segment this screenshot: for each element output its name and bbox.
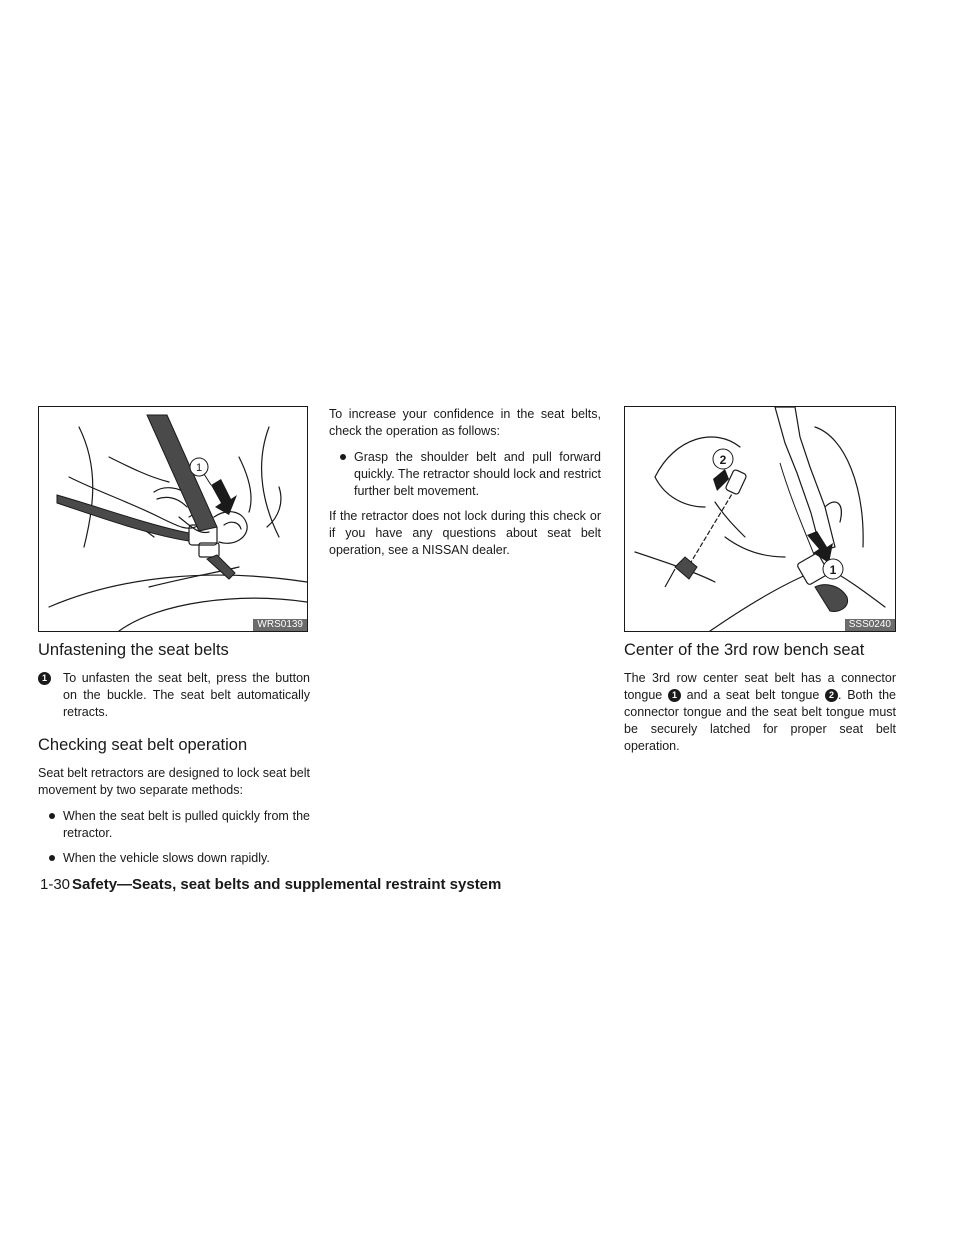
- unfastening-belt-illustration: [39, 407, 307, 631]
- text-part-2: and a seat belt tongue: [686, 688, 820, 702]
- figure-center-seat-belt: [624, 406, 896, 632]
- text-part-1: The 3rd row center seat belt has a connector tongue: [624, 671, 896, 702]
- check-steps-list: [329, 449, 601, 500]
- heading-center-seat: Center of the 3rd row bench seat: [624, 641, 865, 659]
- heading-unfastening: Unfastening the seat belts: [38, 641, 229, 659]
- text-part-3: . Both the connector tongue and the seat belt tongue must be securely latched for proper seat belt operation.: [624, 688, 897, 753]
- step-1-text: To unfasten the seat belt, press the button on the buckle. The seat belt automatically retracts.: [63, 671, 310, 719]
- figure-code: SSS0240: [845, 619, 895, 631]
- figure-unfastening-belt: [38, 406, 308, 632]
- list-item: When the seat belt is pulled quickly from the retractor.: [38, 808, 310, 842]
- page-number: 1-30: [40, 876, 71, 893]
- callout-2-label: 2: [719, 453, 727, 467]
- step-1: [38, 670, 310, 721]
- middle-column: [329, 406, 601, 568]
- methods-list: [38, 808, 310, 867]
- marker-1-icon: 1: [38, 672, 51, 685]
- check-intro: To increase your confidence in the seat belts, check the operation as follows:: [329, 407, 601, 438]
- callout-1-label: 1: [195, 462, 203, 474]
- center-seat-paragraph: [624, 670, 896, 755]
- marker-1-icon: 1: [668, 689, 681, 702]
- center-seat-belt-illustration: [625, 407, 895, 631]
- right-column: [624, 640, 896, 764]
- page-footer: [40, 876, 501, 894]
- list-item: When the vehicle slows down rapidly.: [38, 850, 310, 867]
- callout-1-label: 1: [829, 563, 837, 577]
- marker-2-icon: 2: [825, 689, 838, 702]
- heading-checking: Checking seat belt operation: [38, 736, 248, 754]
- check-closing: If the retractor does not lock during this check or if you have any questions about seat belt operation, see a NISSAN dealer.: [329, 509, 601, 557]
- list-item: Grasp the shoulder belt and pull forward quickly. The retractor should lock and restrict further belt movement.: [329, 449, 601, 500]
- figure-code: WRS0139: [253, 619, 307, 631]
- checking-intro: Seat belt retractors are designed to lock seat belt movement by two separate methods:: [38, 766, 310, 797]
- section-title: Safety—Seats, seat belts and supplemental restraint system: [72, 876, 502, 893]
- left-column: [38, 640, 310, 875]
